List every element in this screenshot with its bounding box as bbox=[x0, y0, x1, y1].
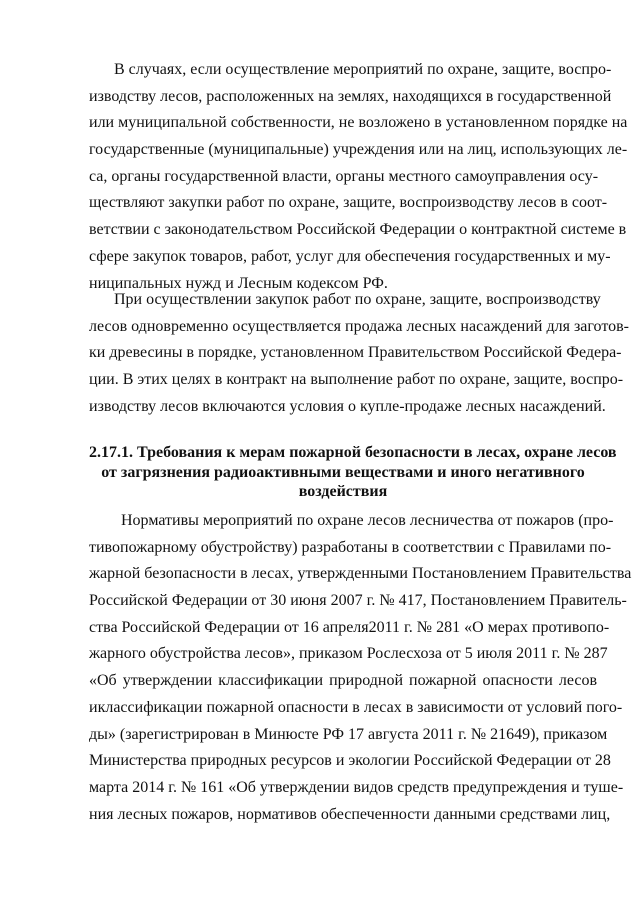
paragraph-line: са, органы государственной власти, органы местного самоуправления осу- bbox=[89, 167, 599, 185]
paragraph-contracts bbox=[89, 57, 628, 297]
paragraph-line: марта 2014 г. № 161 «Об утверждении видов средств предупреждения и туше- bbox=[89, 778, 624, 796]
paragraph-line: изводству лесов включаются условия о купле-продаже лесных насаждений. bbox=[89, 397, 606, 415]
paragraph-line: ния лесных пожаров, нормативов обеспеченности данными средствами лиц, bbox=[89, 805, 611, 823]
paragraph-line: ниципальных нужд и Лесным кодексом РФ. bbox=[89, 274, 388, 292]
paragraph-line: ства Российской Федерации от 16 апреля2011 г. № 281 «О мерах противопо- bbox=[89, 618, 610, 636]
paragraph-line: В случаях, если осуществление мероприятий по охране, защите, воспро- bbox=[114, 61, 612, 78]
heading-line: от загрязнения радиоактивными веществами и иного негативного bbox=[101, 463, 585, 481]
paragraph-line: иклассификации пожарной опасности в лесах в зависимости от условий пого- bbox=[89, 698, 623, 716]
paragraph-line: ции. В этих целях в контракт на выполнение работ по охране, защите, воспро- bbox=[89, 371, 624, 389]
paragraph-line: изводству лесов, расположенных на землях, находящихся в государственной bbox=[89, 87, 612, 105]
section-heading bbox=[89, 443, 617, 502]
paragraph-procurement bbox=[89, 287, 629, 420]
paragraph-fire-safety bbox=[89, 508, 632, 828]
heading-line: воздействия bbox=[298, 483, 388, 500]
paragraph-line: лесов одновременно осуществляется продажа лесных насаждений для заготов- bbox=[89, 317, 629, 335]
paragraph-line: тивопожарному обустройству) разработаны в соответствии с Правилами по- bbox=[89, 538, 612, 556]
paragraph-line: Нормативы мероприятий по охране лесов лесничества от пожаров (про- bbox=[121, 512, 614, 529]
paragraph-line: ществляют закупки работ по охране, защите, воспроизводству лесов в соот- bbox=[89, 194, 608, 212]
paragraph-line: «Об утверждении классификации природной пожарной опасности лесов bbox=[89, 672, 597, 690]
paragraph-line: ды» (зарегистрирован в Минюсте РФ 17 августа 2011 г. № 21649), приказом bbox=[89, 725, 608, 743]
paragraph-line: государственные (муниципальные) учреждения или на лиц, использующих ле- bbox=[89, 141, 628, 159]
paragraph-line: сфере закупок товаров, работ, услуг для обеспечения государственных и му- bbox=[89, 247, 611, 265]
paragraph-line: Министерства природных ресурсов и экологии Российской Федерации от 28 bbox=[89, 752, 611, 770]
paragraph-line: ветствии с законодательством Российской Федерации о контрактной системе в bbox=[89, 221, 627, 239]
paragraph-line: жарного обустройства лесов», приказом Рослесхоза от 5 июля 2011 г. № 287 bbox=[89, 645, 608, 663]
paragraph-line: или муниципальной собственности, не возложено в установленном порядке на bbox=[89, 114, 628, 132]
paragraph-line: Российской Федерации от 30 июня 2007 г. № 417, Постановлением Правитель- bbox=[89, 592, 627, 610]
paragraph-line: При осуществлении закупок работ по охране, защите, воспроизводству bbox=[114, 291, 601, 308]
paragraph-line: ки древесины в порядке, установленном Правительством Российской Федера- bbox=[89, 344, 622, 362]
paragraph-line: жарной безопасности в лесах, утвержденными Постановлением Правительства bbox=[89, 565, 632, 583]
heading-line: 2.17.1. Требования к мерам пожарной безопасности в лесах, охране лесов bbox=[89, 444, 617, 461]
